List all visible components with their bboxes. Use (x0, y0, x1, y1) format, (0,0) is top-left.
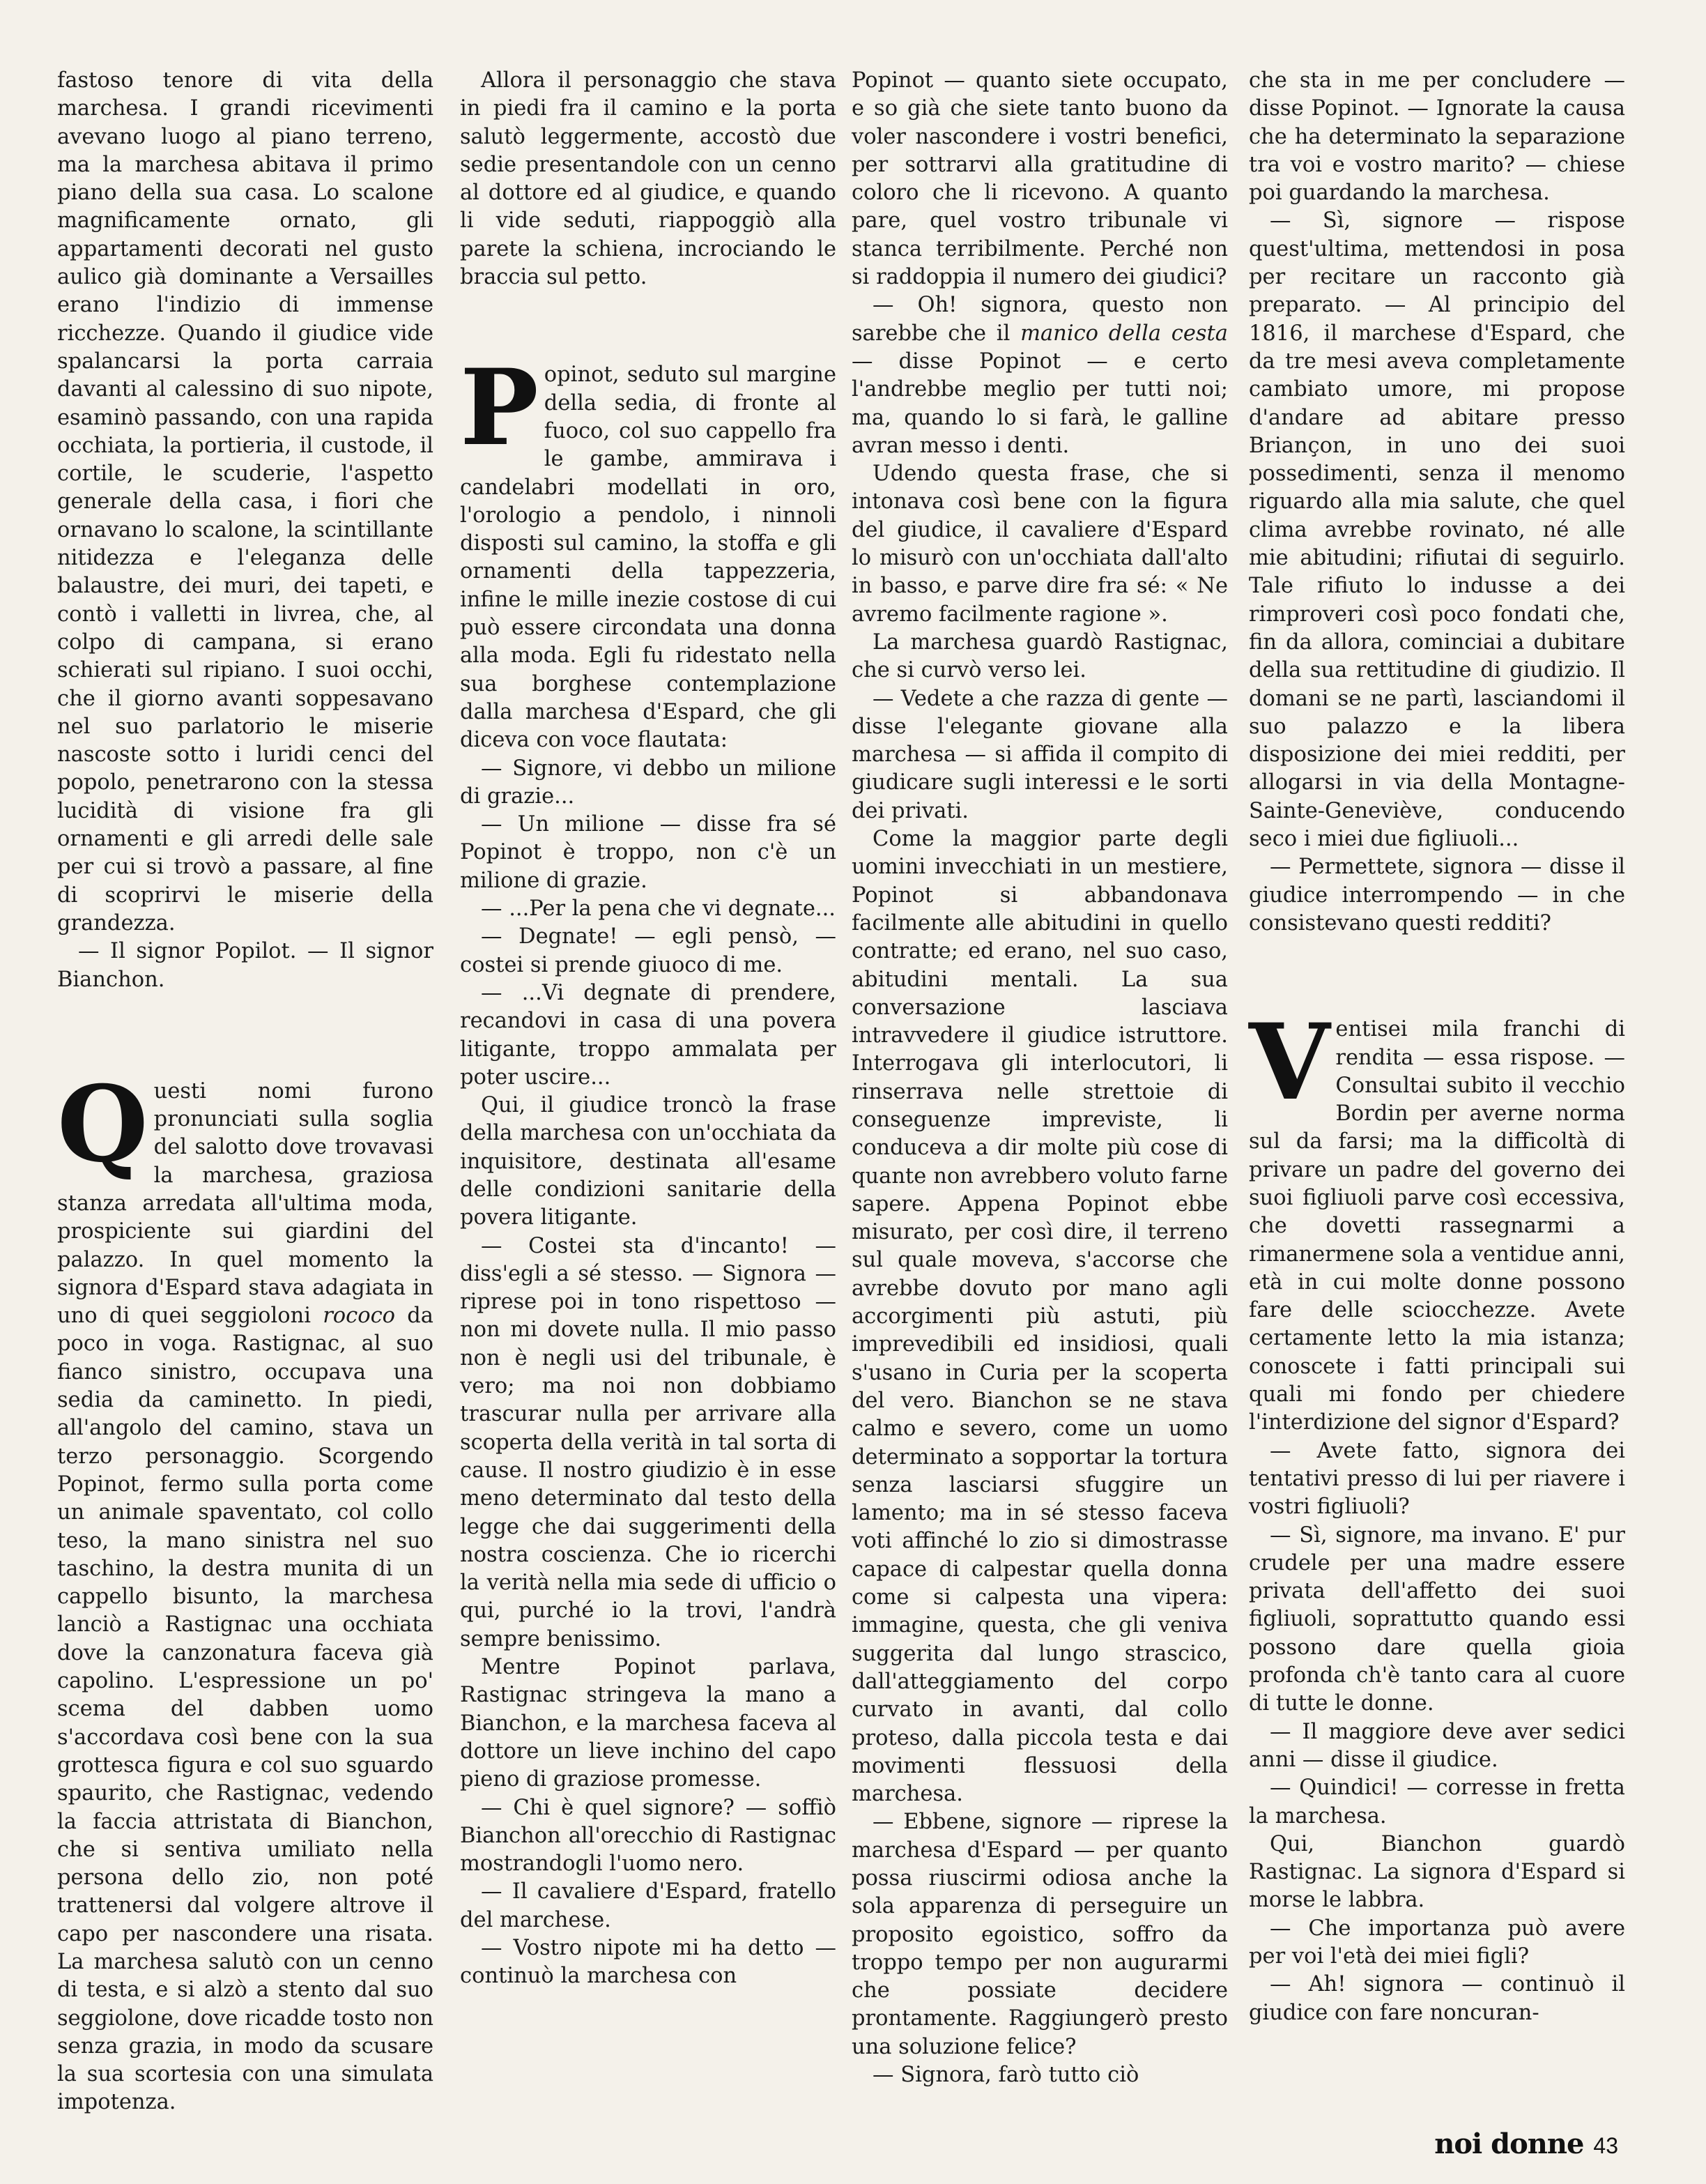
paragraph: — Quindici! — corresse in fretta la marchesa. (1249, 1776, 1625, 1828)
paragraph: — Permettete, signora — disse il giudice interrompendo — in che consistevano questi redditi? (1249, 855, 1625, 936)
paragraph: La marchesa guardò Rastignac, che si curvò verso lei. (852, 629, 1228, 683)
paragraph: — ...Vi degnate di prendere, recandovi in casa di una povera litigante, troppo ammalata per poter uscire... (460, 980, 836, 1090)
dropcap-letter: P (460, 346, 539, 470)
text-column-1 (57, 67, 433, 2117)
text-column-2 (460, 67, 836, 1991)
paragraph: Qui, Bianchon guardò Rastignac. La signora d'Espard si morse le labbra. (1249, 1831, 1625, 1913)
paragraph: — Ebbene, signore — riprese la marchesa d'Espard — per quanto possa riuscirmi odiosa anche la sola apparenza di perseguire un proposito egoistico, soffro da troppo tempo per non augurarmi che possiate decidere prontamente. Raggiungerò presto una soluzione felice? (852, 1810, 1228, 2059)
paragraph: Mentre Popinot parlava, Rastignac stringeva la mano a Bianchon, e la marchesa faceva al dottore un lieve inchino del capo pieno di graziose promesse. (460, 1655, 836, 1792)
paragraph: Udendo questa frase, che si intonava così bene con la figura del giudice, il cavaliere d'Espard lo misurò con un'occhiata dall'alto in basso, e parve dire fra sé: « Ne avremo facilmente ragione ». (852, 461, 1228, 627)
paragraph: — Il signor Popilot. — Il signor Bianchon. (57, 939, 433, 992)
paragraph-with-dropcap: Ventisei mila franchi di rendita — essa rispose. — Consultai subito il vecchio Bordin per averne norma sul da farsi; ma la difficoltà di privare un padre del governo dei suoi figliuoli parve così eccessiva, che dovetti rassegnarmi a rimanermene sola a ventidue anni, età in cui molte donne possono fare delle sciocchezze. Avete certamente letto la mia istanza; conoscete i fatti principali sui quali mi fondo per chiedere l'interdizione del signor d'Espard? (1249, 1001, 1625, 1435)
paragraph: — Vostro nipote mi ha detto — continuò la marchesa con (460, 1936, 836, 1989)
paragraph: — ...Per la pena che vi degnate... (481, 896, 836, 922)
paragraph: Qui, il giudice troncò la frase della marchesa con un'occhiata da inquisitore, destinata all'esame delle condizioni sanitarie della povera litigante. (460, 1093, 836, 1230)
paragraph: che sta in me per concludere — disse Popinot. — Ignorate la causa che ha determinato la separazione tra voi e vostro marito? — chiese poi guardando la marchesa. (1249, 68, 1625, 206)
paragraph: — Sì, signore, ma invano. E' pur crudele per una madre essere privata dell'affetto dei suoi figliuoli, soprattutto quando essi possono dare quella gioia profonda ch'è tanto cara al cuore di tutte le donne. (1249, 1522, 1625, 1716)
paragraph: — Che importanza può avere per voi l'età dei miei figli? (1249, 1916, 1625, 1969)
paragraph: — Il cavaliere d'Espard, fratello del marchese. (460, 1879, 836, 1932)
paragraph: — Un milione — disse fra sé Popinot è troppo, non c'è un milione di grazie. (460, 812, 836, 893)
paragraph: — Chi è quel signore? — soffiò Bianchon all'orecchio di Rastignac mostrandogli l'uomo nero. (460, 1795, 836, 1877)
paragraph-with-dropcap: Popinot, seduto sul margine della sedia, di fronte al fuoco, col suo cappello fra le gambe, ammirava i candelabri modellati in oro, l'orologio a pendolo, i ninnoli disposti sul camino, la stoffa e gli ornamenti della tappezzeria, infine le mille inezie costose di cui può essere circondata una donna alla moda. Egli fu ridestato nella sua borghese contemplazione dalla marchesa d'Espard, che gli diceva con voce flautata: (460, 346, 836, 753)
dropcap-letter: V (1249, 1001, 1330, 1124)
paragraph: — Oh! signora, questo non sarebbe che il manico della cesta — disse Popinot — e certo l'andrebbe meglio per tutti noi; ma, quando lo si farà, le galline avran messo i denti. (852, 293, 1228, 458)
paragraph: — Degnate! — egli pensò, — costei si prende giuoco di me. (460, 924, 836, 977)
paragraph: Allora il personaggio che stava in piedi fra il camino e la porta salutò leggermente, accostò due sedie presentandole con un cenno al dottore ed al giudice, e quando li vide seduti, riappoggiò alla parete la schiena, incrociando le braccia sul petto. (460, 68, 836, 290)
paragraph: — Signore, vi debbo un milione di grazie... (460, 756, 836, 809)
paragraph: — Ah! signora — continuò il giudice con fare noncuran- (1249, 1972, 1625, 2025)
paragraph: — Signora, farò tutto ciò (873, 2063, 1139, 2088)
paragraph: Come la maggior parte degli uomini invecchiati in un mestiere, Popinot si abbandonava facilmente alle abitudini in quello contratte; ed erano, nel suo caso, abitudini mentali. La sua conversazione lasciava intravvedere il giudice istruttore. Interrogava gli interlocutori, li rinserrava nelle strettoie di conseguenze impreviste, li conduceva a dir molte più cose di quante non avrebbero voluto farne sapere. Appena Popinot ebbe misurato, per così dire, il terreno sul quale moveva, s'accorse che avrebbe dovuto por mano agli accorgimenti più astuti, più imprevedibili ed insidiosi, quali s'usano in Curia per la scoperta del vero. Bianchon se ne stava calmo e severo, come un uomo determinato a sopportar la tortura senza lasciarsi sfuggire un lamento; ma in sé stesso faceva voti affinché lo zio si dimostrasse capace di calpestar quella donna come si calpesta una vipera: immagine, questa, che gli veniva suggerita dal lungo strascico, dall'atteggiamento del corpo curvato in avanti, dal collo proteso, dalla piccola testa e dai movimenti flessuosi della marchesa. (852, 827, 1228, 1807)
dropcap-letter: Q (57, 1062, 148, 1186)
paragraph: fastoso tenore di vita della marchesa. I grandi ricevimenti avevano luogo al piano terreno, ma la marchesa abitava il primo piano della sua casa. Lo scalone magnificamente ornato, gli appartamenti decorati nel gusto aulico già dominante a Versailles erano l'indizio di immense ricchezze. Quando il giudice vide spalancarsi la porta carraia davanti al calessino di suo nipote, esaminò passando, con una rapida occhiata, la portieria, il custode, il cortile, le scuderie, l'aspetto generale della casa, i fiori che ornavano lo scalone, la scintillante nitidezza e l'eleganza delle balaustre, dei muri, dei tapeti, e contò i valletti in livrea, che, al colpo di campana, si erano schierati sul ripiano. I suoi occhi, che il giorno avanti soppesavano nel suo parlatorio le miserie nascoste sotto i luridi cenci del popolo, penetrarono con la stessa lucidità di visione fra gli ornamenti e gli arredi delle sale per cui si trovò a passare, al fine di scoprirvi le miserie della grandezza. (57, 68, 433, 936)
text-column-3 (852, 67, 1228, 2089)
page-number: 43 (1593, 2133, 1618, 2158)
text-column-4 (1249, 67, 1625, 2027)
paragraph: Popinot — quanto siete occupato, e so già che siete tanto buono da voler nascondere i vostri benefici, per sottrarvi alla gratitudine di coloro che li ricevono. A quanto pare, quel vostro tribunale vi stanca terribilmente. Perché non si raddoppia il numero dei giudici? (852, 68, 1228, 290)
paragraph: — Avete fatto, signora dei tentativi presso di lui per riavere i vostri figliuoli? (1249, 1438, 1625, 1520)
page-footer (1434, 2128, 1618, 2160)
paragraph: — Vedete a che razza di gente — disse l'elegante giovane alla marchesa — si affida il compito di giudicare sugli interessi e le sorti dei privati. (852, 686, 1228, 823)
paragraph: — Il maggiore deve aver sedici anni — disse il giudice. (1249, 1719, 1625, 1772)
paragraph-with-dropcap: Questi nomi furono pronunciati sulla soglia del salotto dove trovavasi la marchesa, graziosa stanza arredata all'ultima moda, prospiciente sui giardini del palazzo. In quel momento la signora d'Espard stava adagiata in uno di quei seggioloni rococo da poco in voga. Rastignac, al suo fianco sinistro, occupava una sedia da caminetto. In piedi, all'angolo del camino, stava un terzo personaggio. Scorgendo Popinot, fermo sulla porta come un animale spaventato, col collo teso, la mano sinistra nel suo taschino, la destra munita di un cappello bisunto, la marchesa lanciò a Rastignac una occhiata dove la canzonatura faceva già capolino. L'espressione un po' scema del dabben uomo s'accordava così bene con la sua grottesca figura e col suo sguardo spaurito, che Rastignac, vedendo la faccia attristata di Bianchon, che si sentiva umiliato nella persona dello zio, non poté trattenersi dal volgere altrove il capo per nascondere una risata. La marchesa salutò con un cenno di testa, e si alzò a stento dal suo seggiolone, dove ricadde tosto non senza grazia, in modo da scusare la sua scortesia con una simulata impotenza. (57, 1062, 433, 2115)
paragraph: — Sì, signore — rispose quest'ultima, mettendosi in posa per recitare un racconto già preparato. — Al principio del 1816, il marchese d'Espard, che da tre mesi aveva completamente cambiato umore, mi propose d'andare ad abitare presso Briançon, in uno dei suoi possedimenti, senza il menomo riguardo alla mia salute, che quel clima avrebbe rovinato, né alle mie abitudini; rifiutai di seguirlo. Tale rifiuto lo indusse a dei rimproveri così poco fondati che, fin da allora, cominciai a dubitare della sua rettitudine di giudizio. Il domani se ne partì, lasciandomi il suo palazzo e la libera disposizione dei miei redditi, per allogarsi in via della Montagne-Sainte-Geneviève, conducendo seco i miei due figliuoli... (1249, 208, 1625, 852)
magazine-logo: noi donne (1434, 2128, 1584, 2160)
paragraph: — Costei sta d'incanto! — diss'egli a sé stesso. — Signora — riprese poi in tono rispettoso — non mi dovete nulla. Il mio passo non è negli usi del tribunale, è vero; ma noi non dobbiamo trascurar nulla per arrivare alla scoperta della verità in tal sorta di cause. Il nostro giudizio è in esse meno determinato dal testo della legge che dai suggerimenti della nostra coscienza. Che io ricerchi la verità nella mia sede di ufficio o qui, purché io la trovi, l'andrà sempre benissimo. (460, 1233, 836, 1651)
